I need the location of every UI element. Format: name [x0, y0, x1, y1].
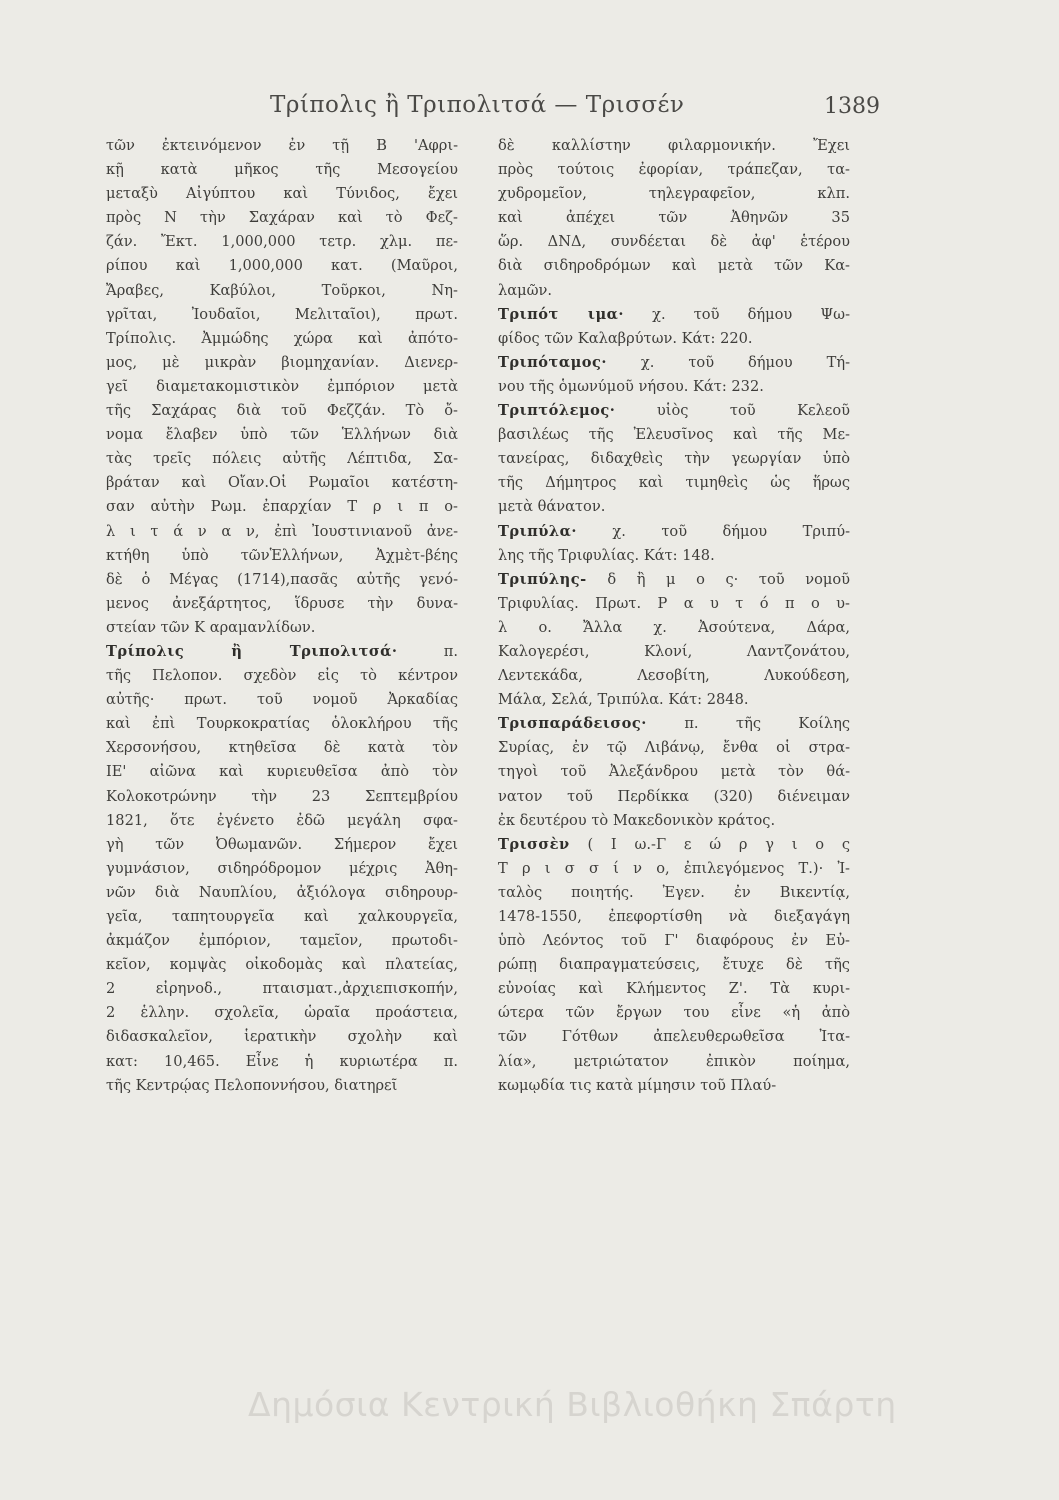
text-line: ρίπου καὶ 1,000,000 κατ. (Μαῦροι,: [106, 257, 458, 275]
text-line: 1821, ὅτε ἐγένετο ἐδῶ μεγάλη σφα-: [106, 811, 458, 829]
dictionary-entry: [106, 134, 458, 640]
text-line: Κολοκοτρώνην τὴν 23 Σεπτεμβρίου: [106, 787, 458, 805]
text-line: σαν αὐτὴν Ρωμ. ἐπαρχίαν Τ ρ ι π ο-: [106, 498, 458, 516]
text-line: δὲ ὁ Μέγας (1714),πασᾶς αὐτῆς γενό-: [106, 570, 458, 588]
text-line: κεῖον, κομψὰς οἰκοδομὰς καὶ πλατείας,: [106, 956, 458, 974]
text-line: Τριπόταμος· χ. τοῦ δήμου Τή-: [498, 353, 850, 371]
text-line: νατον τοῦ Περδίκκα (320) διένειμαν: [498, 787, 850, 805]
text-line: γεῖ διαμετακομιστικὸν ἐμπόριον μετὰ: [106, 377, 458, 395]
text-line: μεταξὺ Αἰγύπτου καὶ Τύνιδος, ἔχει: [106, 185, 458, 203]
text-line: Τριπότ ιμα· χ. τοῦ δήμου Ψω-: [498, 305, 850, 323]
entry-headword: Τριπύλης-: [498, 570, 587, 588]
text-line: λ ι τ ά ν α ν, ἐπὶ Ἰουστινιανοῦ ἀνε-: [106, 522, 458, 540]
text-line: πρὸς τούτοις ἐφορίαν, τράπεζαν, τα-: [498, 161, 850, 179]
left-column: [106, 134, 458, 1098]
text-line: 1478-1550, ἐπεφορτίσθη νὰ διεξαγάγη: [498, 908, 850, 925]
text-line: κῇ κατὰ μῆκος τῆς Μεσογείου: [106, 161, 458, 179]
dictionary-entry: [106, 640, 458, 1098]
text-line: ρώπῃ διαπραγματεύσεις, ἔτυχε δὲ τῆς: [498, 956, 850, 974]
text-line: τῆς Σαχάρας διὰ τοῦ Φεζζάν. Τὸ ὄ-: [106, 402, 458, 420]
text-line: Τριπύλα· χ. τοῦ δήμου Τριπύ-: [498, 522, 850, 540]
text-line: λία», μετριώτατον ἐπικὸν ποίημα,: [498, 1052, 850, 1070]
text-line: Τ ρ ι σ σ ί ν ο, ἐπιλεγόμενος Τ.)· Ἰ-: [498, 859, 850, 877]
text-line: πρὸς Ν τὴν Σαχάραν καὶ τὸ Φεζ-: [106, 209, 458, 227]
text-line: Καλογερέσι, Κλονί, Λαντζονάτου,: [498, 642, 850, 660]
text-line: χυδρομεῖον, τηλεγραφεῖον, κλπ.: [498, 185, 850, 203]
right-column: [498, 134, 850, 1098]
text-line: γυμνάσιον, σιδηρόδρομον μέχρις Ἀθη-: [106, 859, 458, 877]
text-line: βράταν καὶ Οἴαν.Οἱ Ρωμαῖοι κατέστη-: [106, 474, 458, 492]
text-line: γεῖα, ταπητουργεῖα καὶ χαλκουργεῖα,: [106, 908, 458, 925]
text-line: δὲ καλλίστην φιλαρμονικήν. Ἔχει: [498, 137, 850, 154]
text-line: Τριφυλίας. Πρωτ. Ρ α υ τ ό π ο υ-: [498, 594, 850, 612]
text-line: γὴ τῶν Ὀθωμανῶν. Σήμερον ἔχει: [106, 835, 458, 853]
text-line: ταλὸς ποιητής. Ἐγεν. ἐν Βικεντίᾳ,: [498, 883, 850, 901]
entry-headword: Τριπόταμος·: [498, 353, 607, 371]
entry-headword: Τρισσὲν: [498, 835, 570, 853]
entry-headword: Τριπύλα·: [498, 522, 577, 540]
text-line: ἀκμάζον ἐμπόριον, ταμεῖον, πρωτοδι-: [106, 932, 458, 950]
text-line: ὑπὸ Λεόντος τοῦ Γ' διαφόρους ἐν Εὐ-: [498, 932, 850, 950]
dictionary-entry: [498, 568, 850, 713]
text-line: ζάν. Ἔκτ. 1,000,000 τετρ. χλμ. πε-: [106, 233, 458, 251]
text-line: ὥρ. ΔΝΔ, συνδέεται δὲ ἀφ' ἑτέρου: [498, 233, 850, 251]
text-line: 2 ἑλλην. σχολεῖα, ὡραῖα προάστεια,: [106, 1004, 458, 1022]
text-line: τῆς Δήμητρος καὶ τιμηθεὶς ὡς ἥρως: [498, 474, 850, 492]
text-line: διὰ σιδηροδρόμων καὶ μετὰ τῶν Κα-: [498, 257, 850, 275]
text-line: τῆς Πελοπον. σχεδὸν εἰς τὸ κέντρον: [106, 667, 458, 685]
text-line: Συρίας, ἐν τῷ Λιβάνῳ, ἔνθα οἱ στρα-: [498, 739, 850, 757]
text-line: Μάλα, Σελά, Τριπύλα. Κάτ: 2848.: [498, 691, 749, 709]
text-line: νῶν διὰ Ναυπλίου, ἀξιόλογα σιδηρουρ-: [106, 883, 458, 901]
text-line: τῶν ἐκτεινόμενον ἐν τῇ Β 'Αφρι-: [106, 137, 458, 154]
text-line: Λεντεκάδα, Λεσοβίτη, Λυκούδεση,: [498, 667, 850, 685]
entry-headword: Τριπτόλεμος·: [498, 402, 616, 420]
page-number: 1389: [824, 94, 880, 119]
text-line: φίδος τῶν Καλαβρύτων. Κάτ: 220.: [498, 329, 753, 347]
text-line: Τριπτόλεμος· υἱὸς τοῦ Κελεοῦ: [498, 402, 850, 420]
text-line: Τρίπολις ἢ Τριπολιτσά· π.: [106, 642, 458, 660]
text-line: μετὰ θάνατον.: [498, 498, 606, 516]
text-line: κτήθη ὑπὸ τῶνἙλλήνων, Ἀχμὲτ-βέης: [106, 546, 458, 564]
text-line: αὐτῆς· πρωτ. τοῦ νομοῦ Ἀρκαδίας: [106, 691, 458, 709]
text-line: μος, μὲ μικρὰν βιομηχανίαν. Διενερ-: [106, 353, 458, 371]
entry-headword: Τριπότ ιμα·: [498, 305, 624, 323]
text-line: καὶ ἀπέχει τῶν Ἀθηνῶν 35: [498, 209, 850, 227]
dictionary-entry: [498, 399, 850, 519]
text-line: Τριπύλης- δ ἢ μ ο ς· τοῦ νομοῦ: [498, 570, 850, 588]
dictionary-entry: [498, 134, 850, 303]
text-line: νομα ἔλαβεν ὑπὸ τῶν Ἑλλήνων διὰ: [106, 426, 458, 444]
text-line: καὶ ἐπὶ Τουρκοκρατίας ὁλοκλήρου τῆς: [106, 715, 458, 733]
dictionary-entry: [498, 833, 850, 1098]
running-title: Τρίπολις ἢ Τριπολιτσά — Τρισσέν: [270, 92, 685, 118]
text-line: ΙΕ' αἰῶνα καὶ κυριευθεῖσα ἀπὸ τὸν: [106, 763, 458, 781]
dictionary-entry: [498, 712, 850, 832]
text-line: στείαν τῶν Κ αραμανλίδων.: [106, 618, 316, 636]
text-line: εὐνοίας καὶ Κλήμεντος Ζ'. Τὰ κυρι-: [498, 980, 850, 998]
dictionary-entry: [498, 351, 850, 399]
text-line: 2 εἰρηνοδ., πταισματ.,ἀρχιεπισκοπήν,: [106, 980, 458, 998]
text-line: Τρισπαράδεισος· π. τῆς Κοίλης: [498, 715, 850, 733]
text-line: Τρίπολις. Ἀμμώδης χώρα καὶ ἀπότο-: [106, 329, 458, 347]
page-header: [120, 90, 880, 124]
text-line: νου τῆς ὁμωνύμοῦ νήσου. Κάτ: 232.: [498, 377, 764, 395]
text-line: Τρισσὲν ( Ι ω.-Γ ε ώ ρ γ ι ο ς: [498, 835, 850, 853]
entry-headword: Τρίπολις ἢ Τριπολιτσά·: [106, 642, 398, 660]
text-line: κατ: 10,465. Εἶνε ἡ κυριωτέρα π.: [106, 1052, 458, 1070]
text-line: γρῖται, Ἰουδαῖοι, Μελιταῖοι), πρωτ.: [106, 305, 458, 323]
entry-headword: Τρισπαράδεισος·: [498, 715, 647, 733]
dictionary-entry: [498, 520, 850, 568]
text-line: τῆς Κεντρῴας Πελοποννήσου, διατηρεῖ: [106, 1076, 398, 1094]
text-line: τῶν Γότθων ἀπελευθερωθεῖσα Ἰτα-: [498, 1028, 850, 1046]
text-line: ώτερα τῶν ἔργων του εἶνε «ἡ ἀπὸ: [498, 1004, 850, 1022]
text-line: λης τῆς Τριφυλίας. Κάτ: 148.: [498, 546, 715, 564]
text-line: Ἄραβες, Καβύλοι, Τοῦρκοι, Νη-: [106, 281, 458, 299]
text-line: μενος ἀνεξάρτητος, ἵδρυσε τὴν δυνα-: [106, 594, 458, 612]
text-line: λ ο. Ἄλλα χ. Ἀσούτενα, Δάρα,: [498, 618, 850, 636]
text-line: ἐκ δευτέρου τὸ Μακεδονικὸν κράτος.: [498, 811, 776, 829]
dictionary-entry: [498, 303, 850, 351]
library-watermark: Δημόσια Κεντρική Βιβλιοθήκη Σπάρτη: [248, 1385, 897, 1424]
text-line: διδασκαλεῖον, ἱερατικὴν σχολὴν καὶ: [106, 1028, 458, 1046]
text-line: Χερσονήσου, κτηθεῖσα δὲ κατὰ τὸν: [106, 739, 458, 757]
text-line: τανείρας, διδαχθεὶς τὴν γεωργίαν ὑπὸ: [498, 450, 850, 468]
text-line: λαμῶν.: [498, 281, 552, 299]
text-line: κωμῳδία τις κατὰ μίμησιν τοῦ Πλαύ-: [498, 1076, 777, 1094]
text-line: τὰς τρεῖς πόλεις αὐτῆς Λέπτιδα, Σα-: [106, 450, 458, 468]
text-line: βασιλέως τῆς Ἐλευσῖνος καὶ τῆς Με-: [498, 426, 850, 444]
text-line: τηγοὶ τοῦ Ἀλεξάνδρου μετὰ τὸν θά-: [498, 763, 850, 781]
